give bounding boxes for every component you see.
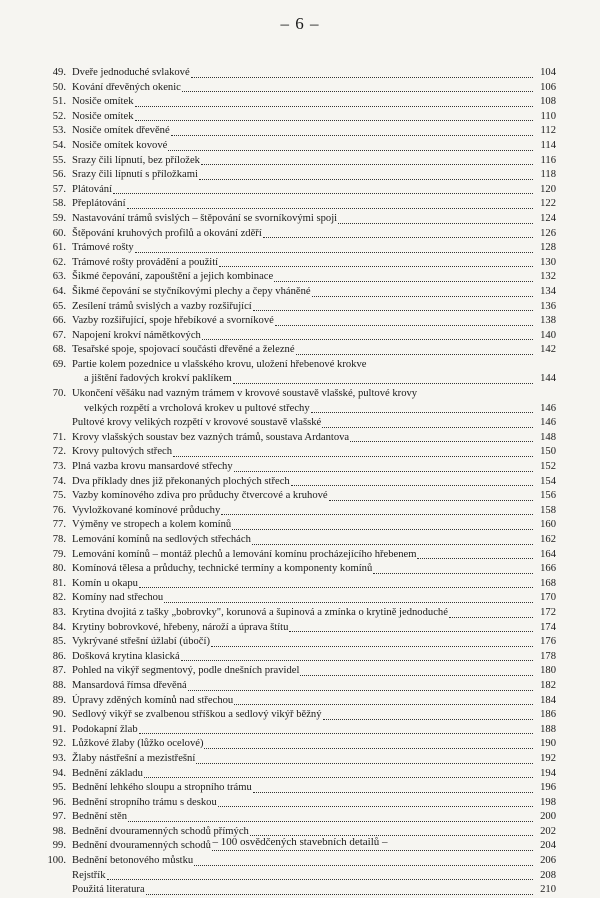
toc-entry-title: Trámové rošty provádění a použití [72,256,219,268]
toc-entry-title: Sedlový vikýř se zvalbenou stříškou a sedlový vikýř běžný [72,709,322,721]
toc-entry-number: 68. [52,344,66,356]
toc-entry [28,664,556,679]
toc-entry-title: Mansardová římsa dřevěná [72,679,187,691]
toc-entry-number: 82. [52,592,66,604]
dot-leader [201,164,533,165]
toc-entry-number: 53. [52,125,66,137]
dot-leader [350,441,533,442]
dot-leader [212,850,533,851]
toc-entry-number: 56. [52,169,66,181]
toc-entry [28,518,556,533]
dot-leader [135,106,534,107]
toc-entry-number: 70. [52,388,66,400]
toc-entry-page: 178 [540,650,556,662]
toc-entry-number: 49. [52,67,66,78]
dot-leader [135,120,534,121]
toc-entry-title: Plátování [72,183,113,195]
dot-leader [233,383,533,384]
toc-entry-page: 174 [540,621,556,633]
toc-entry-title: Použitá literatura [72,884,145,896]
toc-entry [28,95,556,110]
toc-entry-title: Partie kolem pozednice u vlašského krovu, uložení hřebenové krokve [72,358,367,370]
toc-entry [28,168,556,183]
toc-entry [28,767,556,782]
toc-entry-number: 73. [52,461,66,473]
toc-entry-page: 148 [540,431,556,443]
toc-entry-number: 81. [52,577,66,589]
toc-entry-title: Bednění betonového můstku [72,855,194,867]
toc-entry-title: Ukončení věšáku nad vazným trámem v krovové soustavě vlašské, pultové krovy [72,388,418,400]
toc-entry [28,212,556,227]
toc-entry-number: 91. [52,723,66,735]
toc-entry [28,737,556,752]
toc-entry-number: 99. [52,840,66,852]
toc-entry [28,562,556,577]
toc-entry [28,445,556,460]
toc-entry-number: 55. [52,154,66,166]
toc-entry-page: 190 [540,738,556,750]
footer-title: – 100 osvědčených stavebních detailů – [212,836,388,848]
dot-leader [234,471,533,472]
toc-entry-number: 54. [52,139,66,151]
toc-entry [28,591,556,606]
toc-entry-number: 58. [52,198,66,210]
toc-entry-title: Vyvložkované komínové průduchy [72,504,221,516]
toc-entry-number: 97. [52,811,66,823]
toc-entry [28,402,556,417]
dot-leader [323,719,534,720]
toc-entry [28,343,556,358]
toc-entry [28,329,556,344]
toc-entry [28,256,556,271]
toc-entry-page: 162 [540,534,556,545]
toc-entry [28,489,556,504]
dot-leader [168,150,533,151]
toc-entry-title: Přeplátování [72,198,126,210]
toc-entry-title: Tesařské spoje, spojovací součásti dřevěné a železné [72,344,295,356]
toc-entry-number: 86. [52,650,66,662]
toc-entry [28,694,556,709]
toc-entry [28,708,556,723]
toc-entry-page: 140 [540,329,556,341]
toc-entry-title: Napojení krokví námětkových [72,329,201,341]
dot-leader [232,529,533,530]
toc-entry-number: 75. [52,490,66,502]
toc-entry [28,139,556,154]
toc-entry-number: 79. [52,548,66,560]
toc-entry-number: 90. [52,709,66,721]
dot-leader [338,223,533,224]
toc-entry-title: Dva příklady dnes již překonaných plochých střech [72,475,290,487]
toc-entry-title: Lemování komínů – montáž plechů a lemování komínu procházejícího hřebenem [72,548,417,560]
dot-leader [202,339,533,340]
toc-entry-number: 52. [52,110,66,122]
dot-leader [139,733,533,734]
dot-leader [199,179,533,180]
toc-entry [28,66,556,81]
toc-entry-title: Srazy čili lípnutí s příložkami [72,169,198,181]
toc-entry-page: 132 [540,271,556,283]
toc-entry-page: 136 [540,300,556,312]
dot-leader [113,193,533,194]
toc-entry-title: Podokapní žlab [72,723,138,735]
toc-entry-number: 69. [52,358,66,370]
toc-entry-page: 150 [540,446,556,458]
toc-entry-number: 88. [52,679,66,691]
dot-leader [373,573,533,574]
toc-entry-number: 92. [52,738,66,750]
dot-leader [204,748,533,749]
toc-entry-title: Šikmé čepování, zapouštění a jejich kombinace [72,271,274,283]
toc-entry-title: Komínová tělesa a průduchy, technické termíny a komponenty komínů [72,563,373,575]
toc-entry-page: 146 [540,417,556,429]
toc-entry-page: 198 [540,796,556,808]
toc-entry-title: Výměny ve stropech a kolem komínů [72,519,232,531]
toc-entry [28,577,556,592]
toc-entry [28,606,556,621]
toc-entry [28,781,556,796]
toc-entry-number: 50. [52,81,66,93]
toc-entry-title: Vazby komínového zdiva pro průduchy čtvercové a kruhové [72,490,328,502]
dot-leader [107,879,533,880]
toc-entry-page: 204 [540,840,556,852]
toc-entry-number: 78. [52,534,66,545]
toc-entry-title: Šikmé čepování se styčníkovými plechy a čepy vháněné [72,285,311,297]
dot-leader [312,296,533,297]
toc-entry-title: Štěpování kruhových profilů a okování zděří [72,227,262,239]
dot-leader [219,266,533,267]
toc-entry [28,183,556,198]
toc-entry-page: 144 [540,373,556,385]
toc-entry-number: 63. [52,271,66,283]
toc-entry-page: 108 [540,96,556,108]
toc-entry-page: 192 [540,752,556,764]
toc-entry-page: 112 [540,125,556,137]
toc-entry [28,854,556,869]
toc-entry [28,475,556,490]
dot-leader [322,427,533,428]
dot-leader [188,690,533,691]
dot-leader [289,631,533,632]
toc-entry-number: 74. [52,475,66,487]
toc-entry-number: 84. [52,621,66,633]
dot-leader [296,354,533,355]
toc-entry-page: 158 [540,504,556,516]
toc-entry-number: 51. [52,96,66,108]
toc-entry-page: 184 [540,694,556,706]
toc-entry-page: 196 [540,782,556,794]
toc-entry-number: 94. [52,767,66,779]
toc-entry-title: Plná vazba krovu mansardové střechy [72,461,233,473]
toc-entry-number: 59. [52,212,66,224]
table-of-contents [28,66,556,898]
dot-leader [253,792,533,793]
toc-entry-title: Bednění dvouramenných schodů přímých [72,825,249,837]
toc-entry-title: Vazby rozšiřující, spoje hřebíkové a svorníkové [72,315,274,327]
toc-entry-page: 188 [540,723,556,735]
dot-leader [144,777,533,778]
toc-entry-title: a jištění řadových krokví paklíkem [84,373,232,385]
toc-entry-title: Nosiče omítek kovové [72,139,168,151]
toc-entry-page: 104 [540,67,556,78]
toc-entry-page: 156 [540,490,556,502]
dot-leader [300,675,533,676]
toc-entry [28,635,556,650]
dot-leader [182,91,533,92]
toc-entry-number: 66. [52,315,66,327]
dot-leader [274,281,533,282]
toc-entry [28,300,556,315]
dot-leader [127,208,533,209]
dot-leader [146,894,533,895]
toc-entry [28,110,556,125]
dot-leader [329,500,533,501]
dot-leader [128,821,533,822]
toc-entry-page: 138 [540,315,556,327]
toc-entry [28,358,556,373]
toc-entry-number: 100. [47,855,66,867]
toc-entry [28,387,556,402]
toc-entry-number: 71. [52,431,66,443]
toc-entry-title: Kování dřevěných okenic [72,81,181,93]
toc-entry-title: Pultové krovy velikých rozpětí v krovové soustavě vlašské [72,417,322,429]
toc-entry-number: 65. [52,300,66,312]
dot-leader [211,646,533,647]
toc-entry-number: 87. [52,665,66,677]
toc-entry-number: 85. [52,636,66,648]
toc-entry-number: 93. [52,752,66,764]
toc-entry [28,869,556,884]
toc-entry-title: Bednění dvouramenných schodů [72,840,211,852]
dot-leader [181,660,533,661]
toc-entry-page: 110 [540,110,556,122]
toc-entry-page: 116 [540,154,556,166]
toc-entry-title: velkých rozpětí a vrcholová krokev u pultové střechy [84,402,310,414]
dot-leader [221,514,533,515]
toc-entry-page: 180 [540,665,556,677]
dot-leader [234,704,533,705]
dot-leader [291,485,533,486]
toc-entry-title: Nosiče omítek [72,110,134,122]
toc-entry-number: 96. [52,796,66,808]
toc-entry [28,723,556,738]
toc-entry-title: Úpravy zděných komínů nad střechou [72,694,234,706]
toc-entry-title: Rejstřík [72,869,106,881]
toc-entry-page: 176 [540,636,556,648]
toc-entry-number: 64. [52,285,66,297]
toc-entry-title: Došková krytina klasická [72,650,180,662]
toc-entry-number: 67. [52,329,66,341]
toc-entry [28,460,556,475]
toc-entry [28,533,556,548]
toc-entry-title: Nosiče omítek dřevěné [72,125,170,137]
toc-entry [28,504,556,519]
dot-leader [196,763,533,764]
toc-entry-page: 166 [540,563,556,575]
toc-entry-page: 208 [540,869,556,881]
dot-leader [218,806,533,807]
page-number: – 6 – [280,14,320,33]
toc-entry-title: Krytiny bobrovkové, hřebeny, nároží a úprava štítu [72,621,289,633]
toc-entry-title: Komíny nad střechou [72,592,164,604]
toc-entry-number: 89. [52,694,66,706]
toc-entry-title: Nosiče omítek [72,96,134,108]
toc-entry-title: Zesílení trámů svislých a vazby rozšiřující [72,300,252,312]
dot-leader [275,325,533,326]
toc-entry-page: 134 [540,285,556,297]
toc-entry-number: 95. [52,782,66,794]
toc-entry-title: Bednění stropního trámu s deskou [72,796,217,808]
toc-entry [28,314,556,329]
toc-entry-title: Bednění stěn [72,811,128,823]
dot-leader [135,252,533,253]
toc-entry-page: 114 [540,139,556,151]
toc-entry [28,679,556,694]
toc-entry-number: 98. [52,825,66,837]
toc-entry-title: Bednění základu [72,767,143,779]
toc-entry-page: 122 [540,198,556,210]
toc-entry [28,81,556,96]
toc-entry-title: Pohled na vikýř segmentový, podle dnešních pravidel [72,665,300,677]
dot-leader [139,587,533,588]
toc-entry-number: 57. [52,183,66,195]
dot-leader [263,237,533,238]
dot-leader [194,865,533,866]
toc-entry [28,810,556,825]
toc-entry [28,621,556,636]
toc-entry-title: Lemování komínů na sedlových střechách [72,534,251,545]
dot-leader [252,544,533,545]
dot-leader [253,310,533,311]
toc-entry-title: Komín u okapu [72,577,138,589]
toc-entry-title: Lůžkové žlaby (lůžko ocelové) [72,738,204,750]
toc-entry [28,285,556,300]
toc-entry-title: Žlaby nástřešní a mezistřešní [72,752,196,764]
toc-entry-page: 142 [540,344,556,356]
dot-leader [171,135,533,136]
toc-entry-page: 118 [540,169,556,181]
dot-leader [449,617,533,618]
toc-entry-title: Trámové rošty [72,242,134,254]
toc-entry [28,431,556,446]
toc-entry-page: 154 [540,475,556,487]
toc-entry-page: 186 [540,709,556,721]
toc-entry [28,372,556,387]
toc-entry [28,270,556,285]
toc-entry-number: 62. [52,256,66,268]
dot-leader [164,602,533,603]
toc-entry-number: 60. [52,227,66,239]
toc-entry-page: 130 [540,256,556,268]
toc-entry-title: Dveře jednoduché svlakové [72,67,190,78]
toc-entry [28,796,556,811]
toc-entry-title: Nastavování trámů svislých – štěpování se svorníkovými spoji [72,212,338,224]
dot-leader [311,412,533,413]
toc-entry-page: 206 [540,855,556,867]
toc-entry [28,883,556,898]
toc-entry-number: 76. [52,504,66,516]
toc-entry [28,241,556,256]
toc-entry-title: Krovy pultových střech [72,446,173,458]
toc-entry-page: 160 [540,519,556,531]
toc-entry-page: 170 [540,592,556,604]
toc-entry-page: 126 [540,227,556,239]
toc-entry-page: 200 [540,811,556,823]
toc-entry-page: 172 [540,606,556,618]
toc-entry-page: 124 [540,212,556,224]
toc-entry-page: 194 [540,767,556,779]
toc-entry [28,650,556,665]
toc-entry-title: Bednění lehkého sloupu a stropního trámu [72,782,252,794]
dot-leader [417,558,533,559]
toc-entry-title: Krytina dvojitá z tašky „bobrovky", korunová a šupinová a zmínka o krytině jednoduché [72,606,448,618]
dot-leader [191,77,533,78]
toc-entry-number: 80. [52,563,66,575]
toc-entry-page: 152 [540,461,556,473]
dot-leader [173,456,533,457]
toc-entry-number: 83. [52,606,66,618]
toc-entry [28,197,556,212]
toc-entry-page: 120 [540,183,556,195]
toc-entry [28,752,556,767]
toc-entry-page: 168 [540,577,556,589]
toc-entry [28,548,556,563]
toc-entry [28,227,556,242]
toc-entry [28,124,556,139]
toc-entry-number: 61. [52,242,66,254]
toc-entry-page: 182 [540,679,556,691]
toc-entry-page: 202 [540,825,556,837]
toc-entry-page: 106 [540,81,556,93]
toc-entry-title: Krovy vlašských soustav bez vazných trámů, soustava Ardantova [72,431,350,443]
toc-entry-number: 72. [52,446,66,458]
toc-entry-number: 77. [52,519,66,531]
toc-entry-page: 164 [540,548,556,560]
toc-entry-title: Srazy čili lípnutí, bez příložek [72,154,200,166]
toc-entry [28,416,556,431]
toc-entry-title: Vykrývané střešní úžlabí (úbočí) [72,636,210,648]
toc-entry-page: 210 [540,884,556,896]
toc-entry-page: 128 [540,242,556,254]
toc-entry [28,154,556,169]
toc-entry-page: 146 [540,402,556,414]
